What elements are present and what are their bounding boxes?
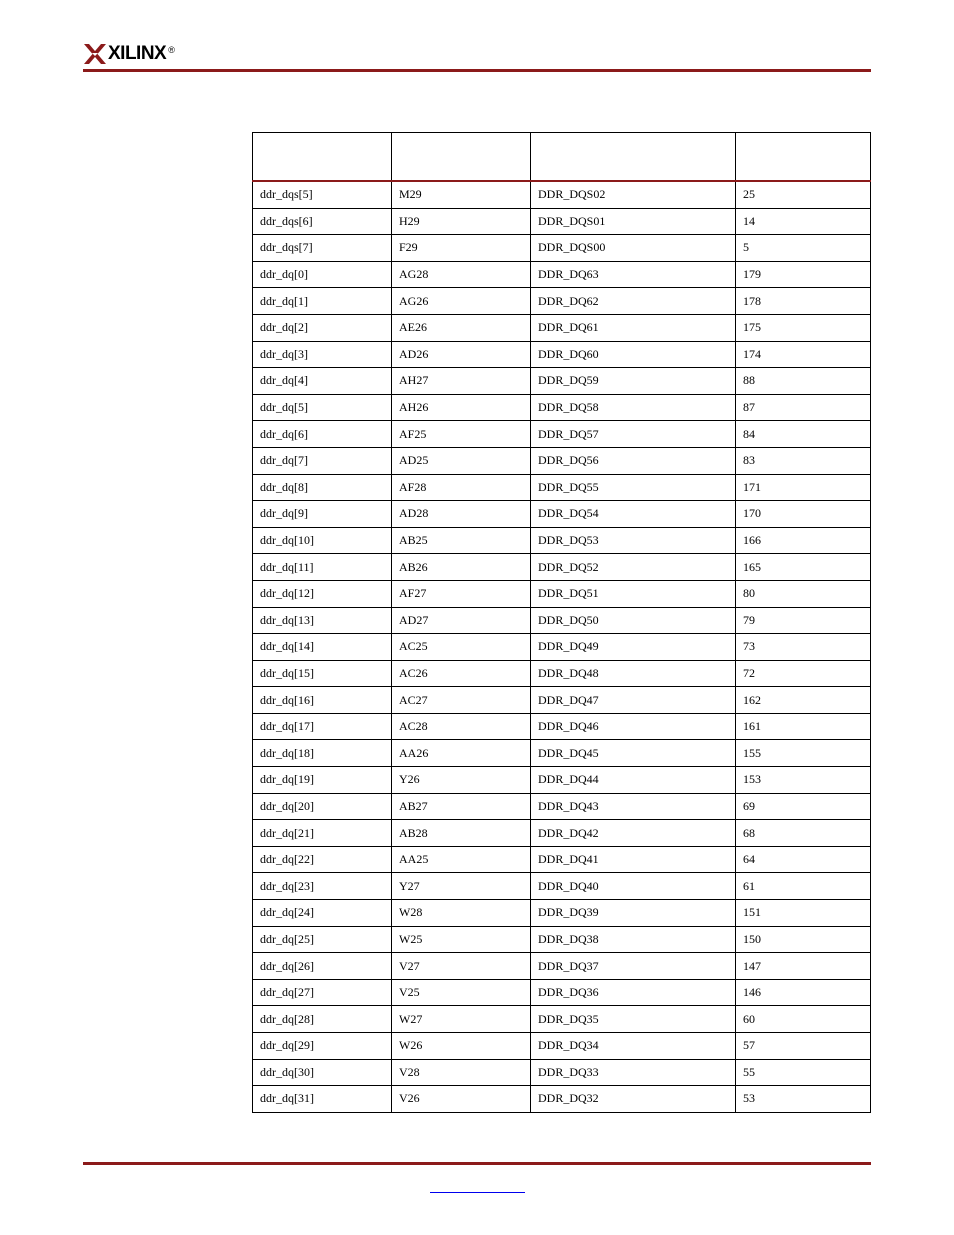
cell-signal: ddr_dq[24] bbox=[253, 900, 392, 927]
table-row bbox=[253, 314, 871, 341]
cell-schematic-net: DDR_DQ54 bbox=[531, 501, 736, 528]
cell-signal: ddr_dq[16] bbox=[253, 687, 392, 714]
table-header-row bbox=[253, 133, 871, 182]
cell-fpga-pin: V28 bbox=[392, 1059, 531, 1086]
table-row bbox=[253, 341, 871, 368]
cell-connector-pin: 174 bbox=[736, 341, 871, 368]
cell-schematic-net: DDR_DQ38 bbox=[531, 926, 736, 953]
table-row bbox=[253, 793, 871, 820]
table-row bbox=[253, 979, 871, 1006]
cell-fpga-pin: W25 bbox=[392, 926, 531, 953]
cell-connector-pin: 73 bbox=[736, 634, 871, 661]
table-body bbox=[253, 181, 871, 1112]
cell-connector-pin: 57 bbox=[736, 1033, 871, 1060]
cell-schematic-net: DDR_DQ35 bbox=[531, 1006, 736, 1033]
cell-fpga-pin: AB26 bbox=[392, 554, 531, 581]
table-row bbox=[253, 660, 871, 687]
cell-connector-pin: 5 bbox=[736, 235, 871, 262]
cell-connector-pin: 175 bbox=[736, 314, 871, 341]
cell-fpga-pin: W26 bbox=[392, 1033, 531, 1060]
table-row bbox=[253, 235, 871, 262]
table-row bbox=[253, 1033, 871, 1060]
cell-connector-pin: 146 bbox=[736, 979, 871, 1006]
cell-signal: ddr_dqs[6] bbox=[253, 208, 392, 235]
cell-connector-pin: 55 bbox=[736, 1059, 871, 1086]
cell-signal: ddr_dq[6] bbox=[253, 421, 392, 448]
cell-signal: ddr_dq[10] bbox=[253, 527, 392, 554]
cell-fpga-pin: AF25 bbox=[392, 421, 531, 448]
cell-fpga-pin: AE26 bbox=[392, 314, 531, 341]
cell-connector-pin: 69 bbox=[736, 793, 871, 820]
cell-fpga-pin: AD26 bbox=[392, 341, 531, 368]
cell-fpga-pin: AG28 bbox=[392, 261, 531, 288]
table-row bbox=[253, 1086, 871, 1113]
cell-connector-pin: 61 bbox=[736, 873, 871, 900]
table-row bbox=[253, 767, 871, 794]
xilinx-logo bbox=[84, 42, 175, 66]
cell-schematic-net: DDR_DQ58 bbox=[531, 394, 736, 421]
cell-fpga-pin: AD28 bbox=[392, 501, 531, 528]
cell-signal: ddr_dq[29] bbox=[253, 1033, 392, 1060]
table-row bbox=[253, 394, 871, 421]
cell-signal: ddr_dq[4] bbox=[253, 368, 392, 395]
cell-connector-pin: 162 bbox=[736, 687, 871, 714]
cell-fpga-pin: H29 bbox=[392, 208, 531, 235]
cell-signal: ddr_dq[13] bbox=[253, 607, 392, 634]
cell-signal: ddr_dq[28] bbox=[253, 1006, 392, 1033]
cell-connector-pin: 147 bbox=[736, 953, 871, 980]
table-row bbox=[253, 474, 871, 501]
cell-fpga-pin: AB25 bbox=[392, 527, 531, 554]
cell-signal: ddr_dq[5] bbox=[253, 394, 392, 421]
table-row bbox=[253, 713, 871, 740]
cell-schematic-net: DDR_DQ32 bbox=[531, 1086, 736, 1113]
cell-fpga-pin: AC28 bbox=[392, 713, 531, 740]
cell-fpga-pin: V26 bbox=[392, 1086, 531, 1113]
table-row bbox=[253, 1006, 871, 1033]
cell-fpga-pin: AH26 bbox=[392, 394, 531, 421]
cell-signal: ddr_dq[14] bbox=[253, 634, 392, 661]
table-row bbox=[253, 208, 871, 235]
cell-schematic-net: DDR_DQ55 bbox=[531, 474, 736, 501]
table-row bbox=[253, 846, 871, 873]
table-row bbox=[253, 634, 871, 661]
table-row bbox=[253, 447, 871, 474]
table-row bbox=[253, 873, 871, 900]
cell-connector-pin: 150 bbox=[736, 926, 871, 953]
cell-signal: ddr_dq[21] bbox=[253, 820, 392, 847]
registered-mark: ® bbox=[168, 45, 175, 55]
table-row bbox=[253, 288, 871, 315]
cell-fpga-pin: AA25 bbox=[392, 846, 531, 873]
cell-fpga-pin: Y27 bbox=[392, 873, 531, 900]
table-row bbox=[253, 953, 871, 980]
cell-schematic-net: DDR_DQ47 bbox=[531, 687, 736, 714]
cell-connector-pin: 171 bbox=[736, 474, 871, 501]
cell-schematic-net: DDR_DQ44 bbox=[531, 767, 736, 794]
cell-signal: ddr_dq[17] bbox=[253, 713, 392, 740]
cell-schematic-net: DDR_DQ42 bbox=[531, 820, 736, 847]
cell-signal: ddr_dq[30] bbox=[253, 1059, 392, 1086]
cell-schematic-net: DDR_DQ45 bbox=[531, 740, 736, 767]
cell-signal: ddr_dq[0] bbox=[253, 261, 392, 288]
table-row bbox=[253, 501, 871, 528]
cell-connector-pin: 72 bbox=[736, 660, 871, 687]
logo-text: XILINX bbox=[108, 43, 167, 64]
cell-fpga-pin: AB27 bbox=[392, 793, 531, 820]
cell-connector-pin: 153 bbox=[736, 767, 871, 794]
cell-fpga-pin: V27 bbox=[392, 953, 531, 980]
table-row bbox=[253, 687, 871, 714]
cell-connector-pin: 79 bbox=[736, 607, 871, 634]
cell-schematic-net: DDR_DQ41 bbox=[531, 846, 736, 873]
column-header bbox=[736, 133, 871, 182]
cell-schematic-net: DDR_DQ59 bbox=[531, 368, 736, 395]
cell-schematic-net: DDR_DQ48 bbox=[531, 660, 736, 687]
cell-connector-pin: 83 bbox=[736, 447, 871, 474]
cell-connector-pin: 60 bbox=[736, 1006, 871, 1033]
cell-fpga-pin: V25 bbox=[392, 979, 531, 1006]
table-row bbox=[253, 1059, 871, 1086]
cell-schematic-net: DDR_DQ56 bbox=[531, 447, 736, 474]
cell-signal: ddr_dq[3] bbox=[253, 341, 392, 368]
cell-schematic-net: DDR_DQ62 bbox=[531, 288, 736, 315]
cell-signal: ddr_dq[23] bbox=[253, 873, 392, 900]
table-row bbox=[253, 554, 871, 581]
column-header bbox=[531, 133, 736, 182]
table-row bbox=[253, 580, 871, 607]
cell-schematic-net: DDR_DQ57 bbox=[531, 421, 736, 448]
cell-signal: ddr_dq[26] bbox=[253, 953, 392, 980]
cell-schematic-net: DDR_DQ61 bbox=[531, 314, 736, 341]
table-row bbox=[253, 820, 871, 847]
cell-signal: ddr_dq[7] bbox=[253, 447, 392, 474]
cell-fpga-pin: AG26 bbox=[392, 288, 531, 315]
cell-schematic-net: DDR_DQ63 bbox=[531, 261, 736, 288]
cell-signal: ddr_dq[20] bbox=[253, 793, 392, 820]
column-header bbox=[392, 133, 531, 182]
cell-fpga-pin: AC27 bbox=[392, 687, 531, 714]
cell-schematic-net: DDR_DQ43 bbox=[531, 793, 736, 820]
cell-signal: ddr_dq[11] bbox=[253, 554, 392, 581]
cell-schematic-net: DDR_DQ40 bbox=[531, 873, 736, 900]
cell-connector-pin: 87 bbox=[736, 394, 871, 421]
cell-schematic-net: DDR_DQ49 bbox=[531, 634, 736, 661]
cell-schematic-net: DDR_DQ52 bbox=[531, 554, 736, 581]
footer-link[interactable] bbox=[430, 1180, 525, 1193]
cell-signal: ddr_dq[27] bbox=[253, 979, 392, 1006]
cell-fpga-pin: Y26 bbox=[392, 767, 531, 794]
cell-fpga-pin: AD25 bbox=[392, 447, 531, 474]
cell-connector-pin: 161 bbox=[736, 713, 871, 740]
cell-schematic-net: DDR_DQ60 bbox=[531, 341, 736, 368]
cell-schematic-net: DDR_DQ50 bbox=[531, 607, 736, 634]
cell-schematic-net: DDR_DQS02 bbox=[531, 181, 736, 208]
table-row bbox=[253, 740, 871, 767]
table-row bbox=[253, 900, 871, 927]
cell-connector-pin: 155 bbox=[736, 740, 871, 767]
cell-signal: ddr_dqs[5] bbox=[253, 181, 392, 208]
cell-signal: ddr_dq[1] bbox=[253, 288, 392, 315]
cell-connector-pin: 64 bbox=[736, 846, 871, 873]
cell-fpga-pin: F29 bbox=[392, 235, 531, 262]
cell-schematic-net: DDR_DQ46 bbox=[531, 713, 736, 740]
cell-signal: ddr_dqs[7] bbox=[253, 235, 392, 262]
footer-rule bbox=[83, 1162, 871, 1165]
cell-fpga-pin: AA26 bbox=[392, 740, 531, 767]
cell-schematic-net: DDR_DQS01 bbox=[531, 208, 736, 235]
cell-schematic-net: DDR_DQ36 bbox=[531, 979, 736, 1006]
table-row bbox=[253, 926, 871, 953]
cell-schematic-net: DDR_DQ34 bbox=[531, 1033, 736, 1060]
cell-schematic-net: DDR_DQS00 bbox=[531, 235, 736, 262]
cell-signal: ddr_dq[15] bbox=[253, 660, 392, 687]
cell-fpga-pin: AB28 bbox=[392, 820, 531, 847]
cell-connector-pin: 25 bbox=[736, 181, 871, 208]
table-row bbox=[253, 607, 871, 634]
cell-fpga-pin: AD27 bbox=[392, 607, 531, 634]
cell-signal: ddr_dq[22] bbox=[253, 846, 392, 873]
table-row bbox=[253, 181, 871, 208]
header-rule bbox=[83, 69, 871, 72]
table-row bbox=[253, 421, 871, 448]
cell-fpga-pin: AF27 bbox=[392, 580, 531, 607]
cell-connector-pin: 53 bbox=[736, 1086, 871, 1113]
table-row bbox=[253, 368, 871, 395]
cell-schematic-net: DDR_DQ33 bbox=[531, 1059, 736, 1086]
cell-connector-pin: 170 bbox=[736, 501, 871, 528]
cell-signal: ddr_dq[8] bbox=[253, 474, 392, 501]
cell-connector-pin: 179 bbox=[736, 261, 871, 288]
table-row bbox=[253, 527, 871, 554]
cell-signal: ddr_dq[9] bbox=[253, 501, 392, 528]
cell-schematic-net: DDR_DQ39 bbox=[531, 900, 736, 927]
cell-connector-pin: 166 bbox=[736, 527, 871, 554]
cell-fpga-pin: W27 bbox=[392, 1006, 531, 1033]
cell-connector-pin: 80 bbox=[736, 580, 871, 607]
cell-signal: ddr_dq[19] bbox=[253, 767, 392, 794]
cell-signal: ddr_dq[2] bbox=[253, 314, 392, 341]
cell-fpga-pin: M29 bbox=[392, 181, 531, 208]
cell-connector-pin: 178 bbox=[736, 288, 871, 315]
cell-fpga-pin: AC25 bbox=[392, 634, 531, 661]
cell-fpga-pin: AH27 bbox=[392, 368, 531, 395]
table-row bbox=[253, 261, 871, 288]
cell-connector-pin: 151 bbox=[736, 900, 871, 927]
cell-signal: ddr_dq[25] bbox=[253, 926, 392, 953]
cell-connector-pin: 68 bbox=[736, 820, 871, 847]
cell-fpga-pin: AC26 bbox=[392, 660, 531, 687]
xilinx-mark-icon bbox=[84, 42, 106, 66]
cell-schematic-net: DDR_DQ53 bbox=[531, 527, 736, 554]
cell-signal: ddr_dq[12] bbox=[253, 580, 392, 607]
cell-connector-pin: 88 bbox=[736, 368, 871, 395]
pin-table bbox=[252, 132, 871, 1113]
cell-signal: ddr_dq[31] bbox=[253, 1086, 392, 1113]
cell-connector-pin: 84 bbox=[736, 421, 871, 448]
cell-signal: ddr_dq[18] bbox=[253, 740, 392, 767]
cell-schematic-net: DDR_DQ51 bbox=[531, 580, 736, 607]
cell-connector-pin: 14 bbox=[736, 208, 871, 235]
cell-fpga-pin: W28 bbox=[392, 900, 531, 927]
cell-fpga-pin: AF28 bbox=[392, 474, 531, 501]
cell-connector-pin: 165 bbox=[736, 554, 871, 581]
cell-schematic-net: DDR_DQ37 bbox=[531, 953, 736, 980]
column-header bbox=[253, 133, 392, 182]
